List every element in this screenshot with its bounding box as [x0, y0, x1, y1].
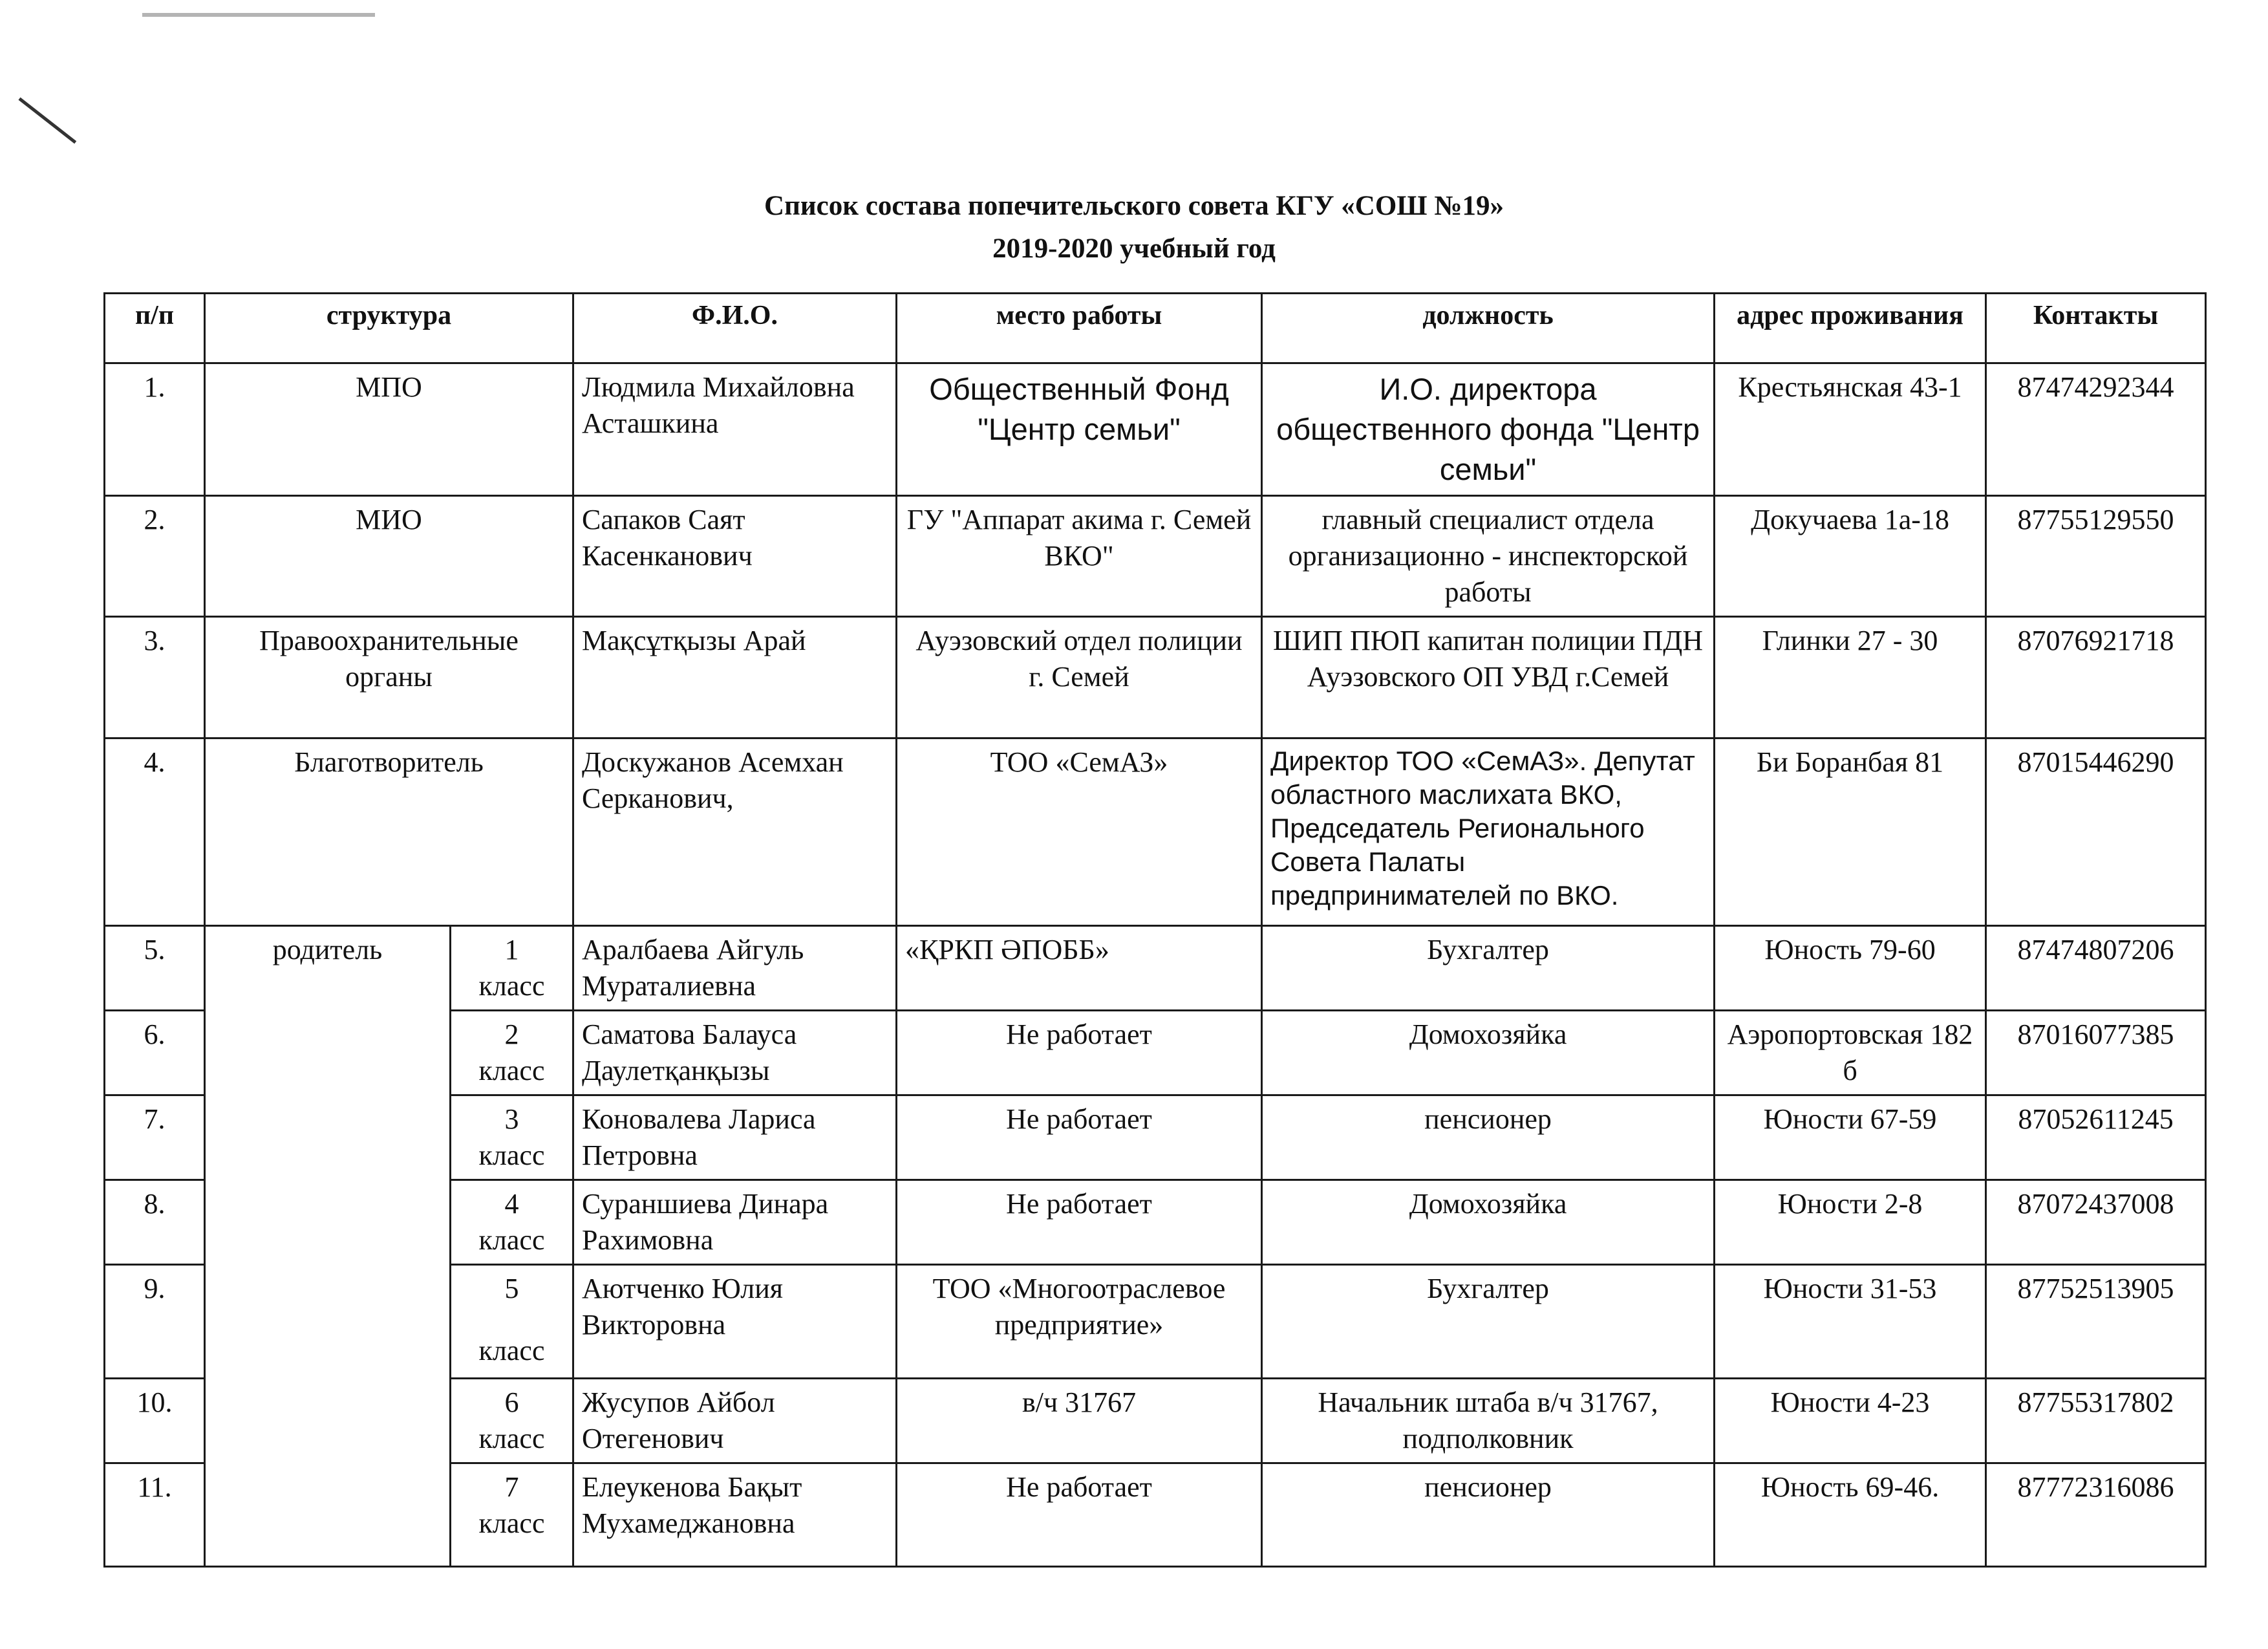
row-contact: 87755129550: [1986, 496, 2206, 617]
row-position: Начальник штаба в/ч 31767, подполковник: [1262, 1379, 1715, 1463]
row-num: 10.: [105, 1379, 205, 1463]
row-contact: 87072437008: [1986, 1180, 2206, 1265]
row-workplace: Не работает: [897, 1095, 1262, 1180]
row-contact: 87474292344: [1986, 363, 2206, 496]
row-num: 3.: [105, 617, 205, 738]
header-address: адрес проживания: [1715, 294, 1986, 363]
class-word: класс: [478, 1055, 545, 1086]
row-contact: 87752513905: [1986, 1265, 2206, 1379]
table-header-row: [105, 294, 2206, 363]
row-address: Би Боранбая 81: [1715, 738, 1986, 926]
row-num: 9.: [105, 1265, 205, 1379]
class-word: класс: [478, 1224, 545, 1256]
row-workplace: Не работает: [897, 1011, 1262, 1095]
board-members-table: [103, 292, 2207, 1568]
class-number: 5: [504, 1273, 519, 1304]
row-address: Глинки 27 - 30: [1715, 617, 1986, 738]
row-workplace: ГУ "Аппарат акима г. Семей ВКО": [897, 496, 1262, 617]
row-fio: Аютченко Юлия Викторовна: [573, 1265, 897, 1379]
row-address: Юности 67-59: [1715, 1095, 1986, 1180]
table-row: [105, 496, 2206, 617]
row-address: Юности 4-23: [1715, 1379, 1986, 1463]
class-word: класс: [478, 1139, 545, 1171]
row-address: Юности 31-53: [1715, 1265, 1986, 1379]
row-fio: Мақсұтқызы Арай: [573, 617, 897, 738]
row-structure-parent: родитель: [205, 926, 451, 1567]
title-line-1: Список состава попечительского совета КГУ «СОШ №19»: [764, 191, 1504, 221]
row-workplace: «ҚРКП ӘПОББ»: [897, 926, 1262, 1011]
row-address: Крестьянская 43-1: [1715, 363, 1986, 496]
row-workplace: ТОО «СемАЗ»: [897, 738, 1262, 926]
row-structure: Благотворитель: [205, 738, 573, 926]
row-contact: 87076921718: [1986, 617, 2206, 738]
row-fio: Елеукенова Бақыт Мухамеджановна: [573, 1463, 897, 1567]
row-structure: МПО: [205, 363, 573, 496]
scan-pen-mark: [18, 98, 76, 144]
row-workplace: Общественный Фонд "Центр семьи": [897, 363, 1262, 496]
row-class: [451, 1379, 573, 1463]
row-num: 5.: [105, 926, 205, 1011]
row-fio: Коновалева Лариса Петровна: [573, 1095, 897, 1180]
row-position: Директор ТОО «СемАЗ». Депутат областного маслихата ВКО, Председатель Регионального Совета Палаты предпринимателей по ВКО.: [1262, 738, 1715, 926]
row-address: Юность 79-60: [1715, 926, 1986, 1011]
row-workplace: Не работает: [897, 1180, 1262, 1265]
class-word: класс: [478, 1423, 545, 1454]
class-word: класс: [478, 1335, 545, 1366]
row-address: Аэропортовская 182 б: [1715, 1011, 1986, 1095]
row-class: [451, 1180, 573, 1265]
header-contacts: Контакты: [1986, 294, 2206, 363]
header-fio: Ф.И.О.: [573, 294, 897, 363]
row-fio: Сапаков Саят Касенканович: [573, 496, 897, 617]
row-position: пенсионер: [1262, 1095, 1715, 1180]
row-address: Юности 2-8: [1715, 1180, 1986, 1265]
table-row: [105, 926, 2206, 1011]
row-position: ШИП ПЮП капитан полиции ПДН Ауэзовского ОП УВД г.Семей: [1262, 617, 1715, 738]
row-fio: Саматова Балауса Даулетқанқызы: [573, 1011, 897, 1095]
row-address: Юность 69-46.: [1715, 1463, 1986, 1567]
row-class: [451, 926, 573, 1011]
document-title: [0, 185, 2268, 270]
row-class: [451, 1011, 573, 1095]
row-address: Докучаева 1а-18: [1715, 496, 1986, 617]
class-number: 7: [504, 1471, 519, 1503]
row-num: 8.: [105, 1180, 205, 1265]
class-number: 3: [504, 1103, 519, 1135]
row-position: Домохозяйка: [1262, 1011, 1715, 1095]
row-position: Бухгалтер: [1262, 926, 1715, 1011]
row-position: И.О. директора общественного фонда "Центр семьи": [1262, 363, 1715, 496]
table-row: [105, 617, 2206, 738]
header-position: должность: [1262, 294, 1715, 363]
row-workplace: ТОО «Многоотраслевое предприятие»: [897, 1265, 1262, 1379]
row-position: главный специалист отдела организационно - инспекторской работы: [1262, 496, 1715, 617]
header-num: п/п: [105, 294, 205, 363]
row-workplace: в/ч 31767: [897, 1379, 1262, 1463]
class-number: 1: [504, 934, 519, 965]
header-workplace: место работы: [897, 294, 1262, 363]
row-class: [451, 1095, 573, 1180]
row-structure: МИО: [205, 496, 573, 617]
header-structure: структура: [205, 294, 573, 363]
table-row: [105, 738, 2206, 926]
row-position: Домохозяйка: [1262, 1180, 1715, 1265]
row-fio: Людмила Михайловна Асташкина: [573, 363, 897, 496]
row-contact: 87016077385: [1986, 1011, 2206, 1095]
row-num: 11.: [105, 1463, 205, 1567]
row-num: 6.: [105, 1011, 205, 1095]
class-number: 2: [504, 1018, 519, 1050]
row-fio: Аралбаева Айгуль Мураталиевна: [573, 926, 897, 1011]
row-num: 2.: [105, 496, 205, 617]
row-contact: 87772316086: [1986, 1463, 2206, 1567]
row-class: [451, 1463, 573, 1567]
row-class: [451, 1265, 573, 1379]
row-structure: Правоохранительные органы: [205, 617, 573, 738]
class-word: класс: [478, 1507, 545, 1539]
row-fio: Доскужанов Асемхан Серканович,: [573, 738, 897, 926]
row-num: 7.: [105, 1095, 205, 1180]
scan-artifact: [142, 13, 375, 17]
row-num: 1.: [105, 363, 205, 496]
title-line-2: 2019-2020 учебный год: [992, 233, 1276, 264]
class-number: 6: [504, 1386, 519, 1418]
row-workplace: Ауэзовский отдел полиции г. Семей: [897, 617, 1262, 738]
row-contact: 87052611245: [1986, 1095, 2206, 1180]
row-contact: 87755317802: [1986, 1379, 2206, 1463]
row-position: Бухгалтер: [1262, 1265, 1715, 1379]
row-fio: Сураншиева Динара Рахимовна: [573, 1180, 897, 1265]
class-word: класс: [478, 970, 545, 1002]
row-position: пенсионер: [1262, 1463, 1715, 1567]
row-contact: 87474807206: [1986, 926, 2206, 1011]
table-row: [105, 363, 2206, 496]
row-workplace: Не работает: [897, 1463, 1262, 1567]
class-number: 4: [504, 1188, 519, 1220]
row-contact: 87015446290: [1986, 738, 2206, 926]
row-num: 4.: [105, 738, 205, 926]
row-fio: Жусупов Айбол Отегенович: [573, 1379, 897, 1463]
